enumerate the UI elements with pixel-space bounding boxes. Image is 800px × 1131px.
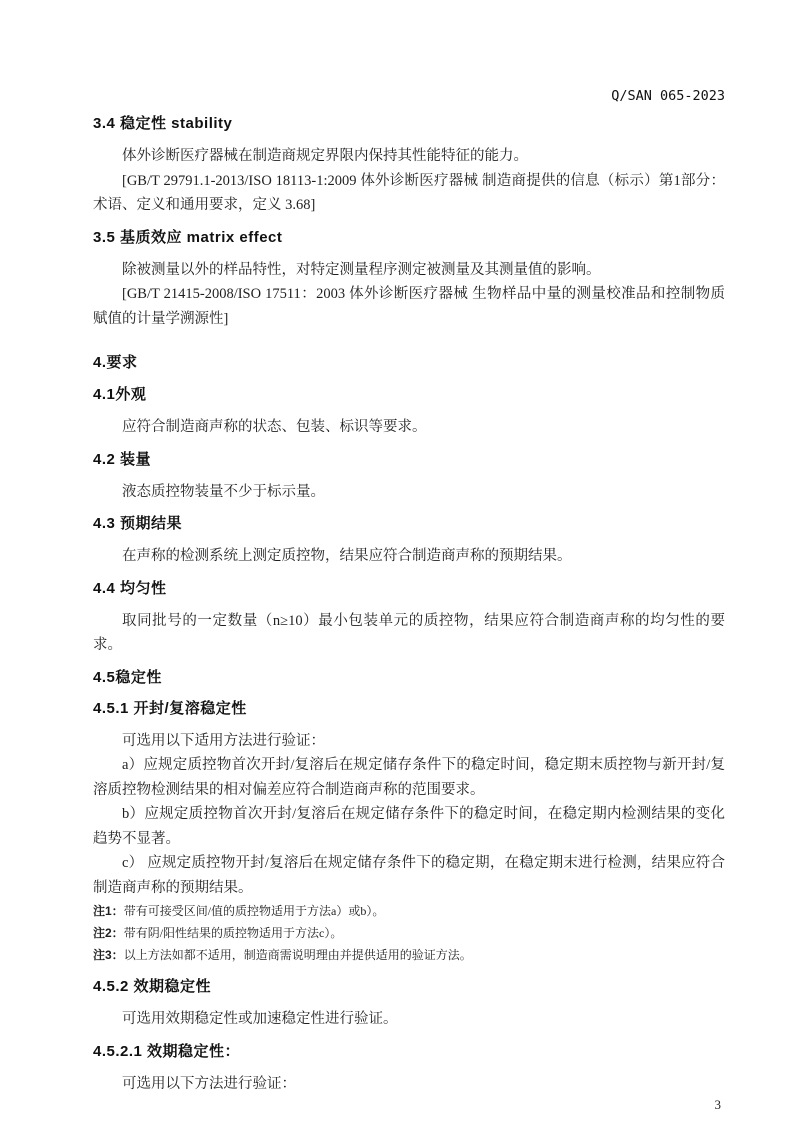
paragraph: 应符合制造商声称的状态、包装、标识等要求。 [122,419,427,435]
paragraph: 可选用效期稳定性或加速稳定性进行验证。 [122,1011,398,1027]
section-heading-4-5-2: 4.5.2 效期稳定性 [93,978,212,995]
section-heading-3-4: 3.4 稳定性 stability [93,115,233,132]
section-heading-4-2: 4.2 装量 [93,450,152,468]
note-3 [93,944,725,966]
section-4-5-1 [93,698,725,967]
section-4 [93,352,725,374]
section-heading-4-3: 4.3 预期结果 [93,515,183,532]
paragraph: 可选用以下方法进行验证： [122,1075,296,1092]
note-1 [93,900,725,922]
section-4-2 [93,449,725,505]
note-1-text: 带有可接受区间/值的质控物适用于方法a）或b）。 [123,904,385,918]
paragraph: 体外诊断医疗器械在制造商规定界限内保持其性能特征的能力。 [122,148,528,164]
section-4-1 [93,384,725,440]
note-2-text: 带有阴/阳性结果的质控物适用于方法c）。 [123,926,343,940]
paragraph-item-a: a）应规定质控物首次开封/复溶后在规定储存条件下的稳定时间，稳定期末质控物与新开封/复溶质控物检测结果的相对偏差应符合制造商声称的范围要求。 [93,757,725,798]
note-3-text: 以上方法如都不适用，制造商需说明理由并提供适用的验证方法。 [123,948,472,962]
page-number: 3 [714,1097,721,1112]
section-4-5-2 [93,976,725,1032]
note-2 [93,922,725,944]
section-heading-4-5-2-1: 4.5.2.1 效期稳定性： [93,1042,241,1060]
note-2-label: 注2： [93,926,124,940]
paragraph: 液态质控物装量不少于标示量。 [122,483,325,500]
section-heading-4-5: 4.5稳定性 [93,668,162,686]
doc-number: Q/SAN 065-2023 [611,88,725,104]
section-4-5 [93,667,725,689]
section-4-3 [93,513,725,569]
section-3-4 [93,113,725,218]
paragraph: 在声称的检测系统上测定质控物，结果应符合制造商声称的预期结果。 [122,548,572,564]
section-4-5-2-1 [93,1041,725,1097]
section-heading-4-4: 4.4 均匀性 [93,579,167,597]
section-4-4 [93,578,725,658]
section-heading-4-1: 4.1外观 [93,386,147,403]
paragraph: 除被测量以外的样品特性，对特定测量程序测定被测量及其测量值的影响。 [122,261,601,278]
paragraph: 可选用以下适用方法进行验证： [122,732,325,749]
note-1-label: 注1： [93,904,124,918]
chapter-heading-4: 4.要求 [93,354,138,371]
paragraph: [GB/T 29791.1-2013/ISO 18113-1:2009 体外诊断医疗器械 制造商提供的信息（标示）第1部分：术语、定义和通用要求，定义 3.68] [93,172,725,213]
paragraph-item-c: c） 应规定质控物开封/复溶后在规定储存条件下的稳定期，在稳定期末进行检测，结果应符合制造商声称的预期结果。 [93,855,725,896]
section-3-5 [93,227,725,332]
paragraph-item-b: b）应规定质控物首次开封/复溶后在规定储存条件下的稳定时间，在稳定期内检测结果的变化趋势不显著。 [93,806,725,847]
section-heading-3-5: 3.5 基质效应 matrix effect [93,228,283,246]
paragraph: [GB/T 21415-2008/ISO 17511：2003 体外诊断医疗器械 生物样品中量的测量校准品和控制物质赋值的计量学溯源性] [93,286,725,327]
paragraph: 取同批号的一定数量（n≥10）最小包装单元的质控物，结果应符合制造商声称的均匀性的要求。 [93,612,725,653]
note-3-label: 注3： [93,948,124,962]
section-heading-4-5-1: 4.5.1 开封/复溶稳定性 [93,699,247,717]
